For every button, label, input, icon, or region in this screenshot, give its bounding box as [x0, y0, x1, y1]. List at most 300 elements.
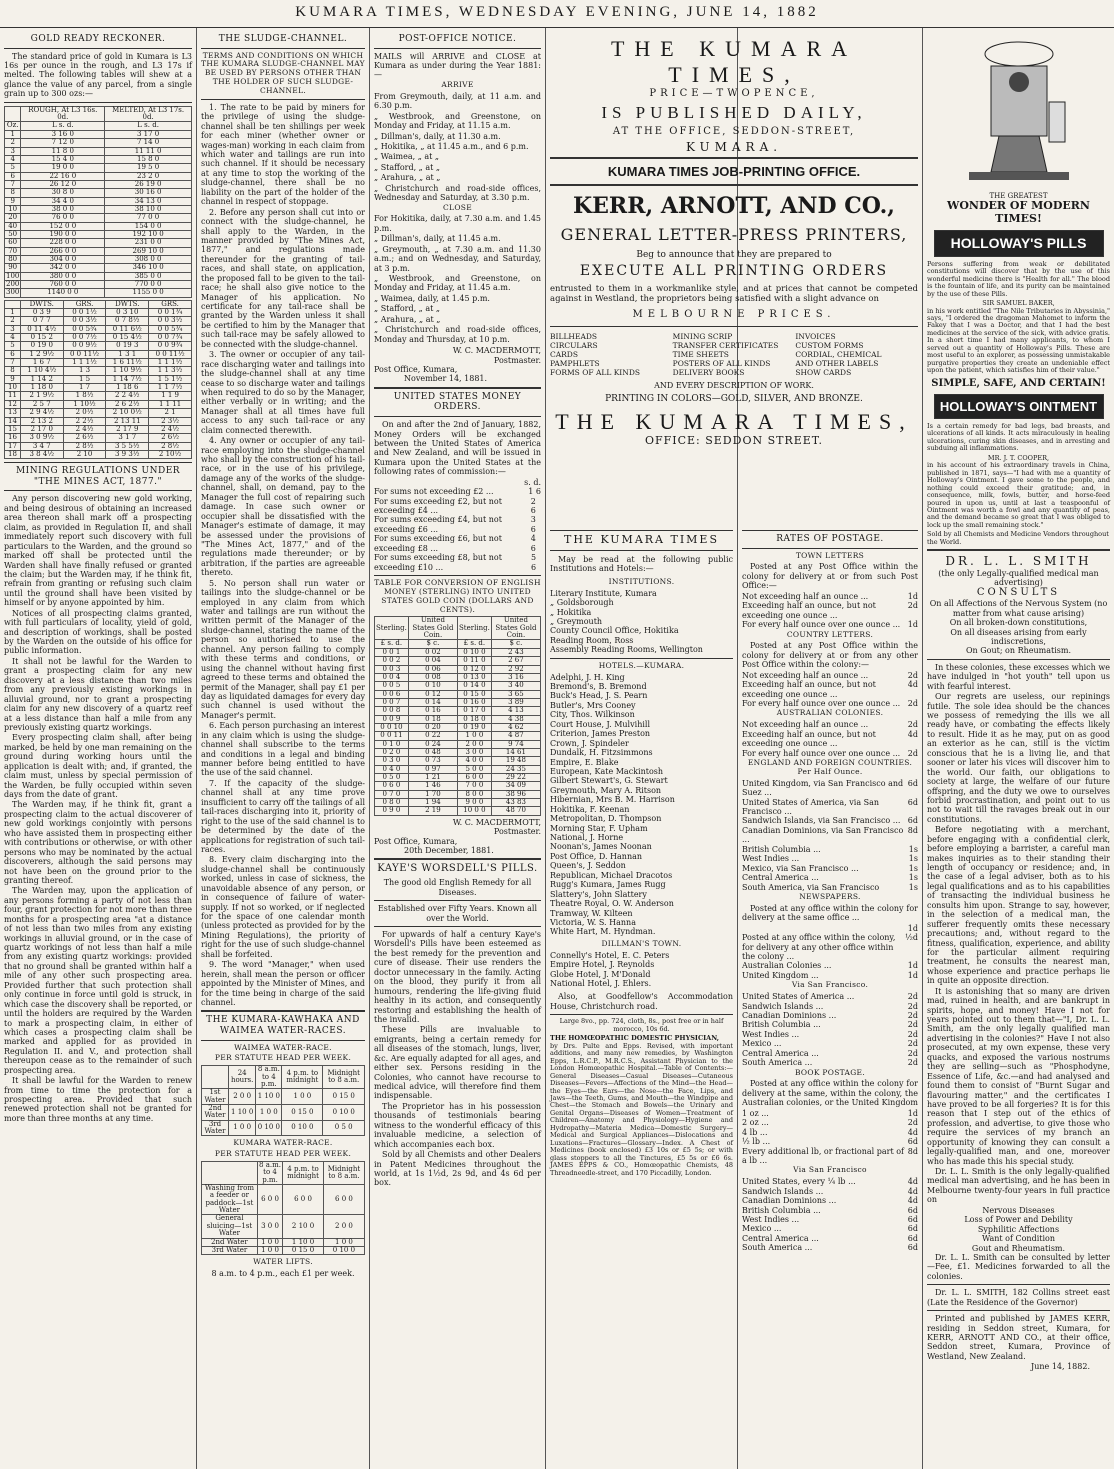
waimea-title: WAIMEA WATER-RACE. — [234, 1042, 332, 1052]
oz-cell: 308 0 0 — [105, 255, 192, 263]
smith-para-1: In these colonies, these excesses which we have indulged in "hot youth" tell upon us with fearful interest. — [927, 662, 1110, 691]
dwt-cell: 0 0 5¾ — [149, 325, 192, 333]
print-item: INVOICES — [795, 331, 836, 341]
oz-row — [5, 205, 192, 213]
oz-cell: 5 — [5, 164, 21, 172]
oz-cell: 90 — [5, 264, 21, 272]
conversion-cell: 0 02 — [408, 648, 457, 656]
dwt-cell: 1 14 7½ — [106, 375, 149, 383]
dwt-cell: 2 4½ — [63, 425, 106, 433]
conversion-cell: 0 22 — [408, 732, 457, 740]
conversion-table — [374, 616, 541, 815]
conversion-cell: £ s. d. — [375, 640, 409, 648]
book-rate-label: 1 oz ... — [742, 1108, 769, 1118]
sf2-rate — [742, 1196, 918, 1205]
smith-para-4: It is astonishing that so many are driven mad, ruined in health, and are bankrupt in spirits, hope, and money! Have I not for years pointed out to them that—"I, Dr. L. L. Smith, am the only legally qualified man advertising in the colonies?" Have I not also prosecuted, at my own expense, these very quacks, and exposed the various nostrums they are selling—such as "Phosphodyne, Essence of Life, &c.—and had analysed and found them to consist of "Burnt Sugar and flavouring matter," and the certificates I have proved to be all forgeries? It is for this reason that I step out of the ethics of profession, and advertise, to give those who require the services of my branch an opportunity of knowing they can consult a legally-qualified man, and one, moreover who has made this his special study. — [927, 986, 1110, 1166]
only-legal: (the only Legally-qualified medical man advertising) — [938, 568, 1099, 587]
conversion-cell: 0 0 8 — [375, 707, 409, 715]
eng-rate — [742, 816, 918, 825]
kumara-race-header-cell — [202, 1162, 258, 1185]
sludge-title: THE SLUDGE-CHANNEL. — [218, 34, 348, 44]
news-rate-label: Posted at any office within the colony, for delivery at any other office within the colony ... — [742, 933, 896, 961]
kumara-race-row — [202, 1246, 365, 1254]
sf2-rate-label: Central America ... — [742, 1233, 819, 1243]
dwt-cell: 2 10 — [63, 450, 106, 458]
news-rate-value: ½d — [905, 933, 918, 943]
dwt-cell: 1 5 — [63, 375, 106, 383]
conversion-cell: 0 16 0 — [458, 698, 492, 706]
reading-rooms-title: THE KUMARA TIMES — [564, 533, 719, 546]
smith-letter: Dr. L. L. Smith can be consulted by letter—Fee, £1. Medicines forwarded to all the colonies. — [927, 1252, 1110, 1281]
dwt-cell: 17 — [5, 442, 21, 450]
conversion-header-cell: Sterling. — [458, 617, 492, 640]
signature-1-title: Postmaster. — [493, 355, 541, 365]
oz-cell: 80 — [5, 255, 21, 263]
dwt-cell: 0 11 6½ — [106, 325, 149, 333]
sludge-paragraph: 7. If the capacity of the sludge-channel shall at any time prove insufficient to carry off the tailings of all tail-races discharging into it, priority of right to the use of the said channel is to be determined by the date of the applications for registration of such tail-races. — [201, 778, 365, 854]
dwt-cell: 10 — [5, 384, 21, 392]
news-rate — [742, 971, 918, 980]
eng-rate — [742, 798, 918, 817]
dwt-cell: 3 0 9½ — [20, 434, 63, 442]
eng-rate-value: 1s — [908, 863, 918, 873]
print-item: TRANSFER CERTIFICATES — [672, 340, 779, 350]
conversion-cell: 0 0 9 — [375, 715, 409, 723]
oz-cell: 190 0 0 — [21, 230, 105, 238]
book-rate-value: 8d — [907, 1146, 918, 1156]
dwt-cell: 3 5 5½ — [106, 442, 149, 450]
oz-row — [5, 155, 192, 163]
conversion-cell: 14 61 — [491, 748, 540, 756]
us-rate-value: 3 6 — [530, 515, 536, 534]
postage-title: RATES OF POSTAGE. — [776, 534, 884, 544]
news-rate — [742, 933, 918, 961]
dwt-cell: 1 1 11 — [149, 400, 192, 408]
print-item: SHOW CARDS — [795, 367, 852, 377]
kumara-race-cell: 0 10 0 — [323, 1246, 364, 1254]
us-rate-label: For sums exceeding £4, but not exceeding £6 ... — [374, 515, 502, 534]
oz-row — [5, 247, 192, 255]
conversion-cell: 1 94 — [408, 799, 457, 807]
dwt-cell: 11 — [5, 392, 21, 400]
oz-cell: 11 11 0 — [105, 147, 192, 155]
oz-cell: 7 14 0 — [105, 139, 192, 147]
hotel: Morning Star, F. Upham — [550, 823, 648, 833]
hotel: Metropolitan, D. Thompson — [550, 814, 662, 824]
conversion-cell: 4 13 — [491, 707, 540, 715]
sf-rate — [742, 1058, 918, 1067]
book-postage-text: Posted at any office within the colony for delivery at the same, within the colony, the Australian colonies, or the United Kingdom — [742, 1079, 918, 1108]
eng-rate-label: Central America ... — [742, 873, 819, 883]
dwt-row — [5, 409, 192, 417]
oz-cell: 3 — [5, 147, 21, 155]
dwt-cell: 16 — [5, 434, 21, 442]
holloway-emblem — [929, 32, 1109, 192]
news-rate — [742, 961, 918, 970]
baker-name: SIR SAMUEL BAKER, — [982, 299, 1055, 308]
eng-rate-value: 6d — [907, 797, 918, 807]
sf2-rate-value: 4d — [907, 1177, 918, 1187]
oz-row — [5, 272, 192, 280]
sludge-paragraph: 3. The owner or occupier of any tail-race discharging water and tailings into the sludge-channel shall at any time cease to so discharge water and tailings when required to do so by the Manager, either verbally or in writing; and the Manager shall at all times have full access to any such tail-race or any claim connected therewith. — [201, 350, 365, 435]
water-lifts-title: WATER LIFTS. — [253, 1257, 313, 1267]
oz-cell: 19 0 0 — [21, 164, 105, 172]
oz-row — [5, 180, 192, 188]
news-rate-value: 1d — [907, 970, 918, 980]
us-rate-value: 4 6 — [530, 534, 536, 553]
book-rate — [742, 1147, 918, 1166]
waimea-row — [202, 1089, 365, 1105]
print-item: TIME SHEETS — [672, 349, 729, 359]
sf2-rate-label: West Indies ... — [742, 1215, 800, 1225]
conversion-cell: 0 0 6 — [375, 690, 409, 698]
book-rate-value: 1d — [907, 1108, 918, 1118]
kumara-race-row — [202, 1215, 365, 1238]
conversion-row — [375, 807, 541, 815]
dwt-cell: 0 3 9 — [20, 309, 63, 317]
conversion-cell: 0 0 11 — [375, 732, 409, 740]
eng-rate — [742, 883, 918, 892]
country-rate — [742, 671, 918, 680]
waimea-cell: 0 5 0 — [323, 1120, 365, 1136]
us-money-orders-title: UNITED STATES MONEY ORDERS. — [393, 391, 522, 413]
conversion-header-cell: Sterling. — [375, 617, 409, 640]
gold-oz-table: ROUGH, At L3 16s. 0d. MELTED, At L3 17s. 0d. Oz. L s. d. L s. d. 1 3 16 0 3 17 0 2 7 12 0 7 14 0 3 11 8 0 11 11 0 4 15 4 0 15 8 0 5 19 0 0 19 5 0 6 22 16 0 23 2 0 7 26 12 0 26 19 0 8 30 8 0 30 16 0 9 34 4 0 34 13 0 10 38 0 0 38 10 0 20 76 0 0 77 0 0 40 152 0 0 154 0 0 50 190 0 0 192 10 0 60 228 0 0 231 0 0 70 266 0 0 269 10 0 80 304 0 0 308 0 0 90 342 0 0 346 10 0 100 380 0 0 385 0 0 200 760 0 0 770 0 0 300 1140 0 0 1155 0 0 — [4, 106, 192, 298]
signature-2: W. C. MACDERMOTT, — [452, 817, 541, 827]
consults-2: On all broken-down constitutions, — [949, 618, 1088, 628]
eng-rate — [742, 854, 918, 863]
conversion-cell: 0 48 — [408, 748, 457, 756]
dillmans-label: DILLMAN'S TOWN. — [601, 938, 682, 948]
country-rate-value: 2d — [907, 698, 918, 708]
reading-intro: May be read at the following public Institutions and Hotels:— — [550, 554, 733, 574]
oz-cell: 11 8 0 — [21, 147, 105, 155]
waimea-header-cell: Midnight to 8 a.m. — [323, 1066, 365, 1089]
hotel: Bremond's, B. Bremond — [550, 682, 647, 692]
us-money-orders-text: On and after the 2nd of January, 1882, Money Orders will be exchanged between the United States of America and New Zealand, and will be issued in Kumara upon the United States at the following rates of commission:— — [374, 420, 541, 477]
waimea-cell: 0 10 0 — [323, 1105, 365, 1121]
conversion-cell: 0 12 0 — [458, 665, 492, 673]
execute-orders: EXECUTE ALL PRINTING ORDERS — [579, 263, 889, 280]
every-description: AND EVERY DESCRIPTION OF WORK. — [654, 380, 814, 390]
waimea-row — [202, 1120, 365, 1136]
eng-rate-label: British Columbia ... — [742, 844, 821, 854]
kaye-paragraph: These Pills are invaluable to emigrants, being a certain remedy for all diseases of the stomach, lungs, liver, &c. Are equally adapted for all ages, and either sex. Persons residing in the Colonies, who cannot have recourse to medical advice, will therefore find them indispensable. — [374, 1025, 541, 1101]
town-rate-label: For every half ounce over one ounce ... — [742, 620, 901, 630]
conversion-cell: 29 22 — [491, 773, 540, 781]
kumara-race-cell: General sluicing—1st Water — [202, 1215, 258, 1238]
sf2-rate — [742, 1215, 918, 1224]
dwt-cell: 0 3 10 — [106, 309, 149, 317]
dwt-cell: 0 0 11½ — [63, 350, 106, 358]
country-rates — [742, 671, 918, 709]
oz-row — [5, 172, 192, 180]
smith-para-5: Dr. L. L. Smith is the only legally-qualified medical man advertising, and he has been in Melbourne twenty-four years in full practice on — [927, 1167, 1110, 1205]
dwt-cell: 1 1 3½ — [149, 367, 192, 375]
eng-rate — [742, 826, 918, 845]
hotel: Adelphi, J. H. King — [550, 672, 625, 682]
news-rate — [742, 924, 918, 933]
oz-cell: 7 — [5, 180, 21, 188]
column-5 — [738, 523, 922, 1469]
dwt-cell: 6 — [5, 350, 21, 358]
place-2: Post Office, Kumara, — [374, 836, 458, 846]
oz-cell: L s. d. — [21, 122, 105, 130]
sf-rate-label: United States of America ... — [742, 992, 855, 1002]
hotel: Gilbert Stewart's, G. Stewart — [550, 776, 668, 786]
eng-rate-value: 1s — [908, 873, 918, 883]
book-rate — [742, 1137, 918, 1146]
oz-cell: 8 — [5, 189, 21, 197]
column-1 — [0, 28, 196, 1469]
book-rate — [742, 1109, 918, 1118]
town-text: Posted at any Post Office within the colony for delivery at or from such Post Office:— — [742, 562, 918, 591]
sf-rate — [742, 1049, 918, 1058]
kumara-race-cell: 1 10 0 — [283, 1238, 324, 1246]
waimea-cell: 0 10 0 — [256, 1120, 282, 1136]
arrive-line: „ Christchurch and road-side offices, Wednesday and Saturday, at 3.30 p.m. — [374, 183, 541, 203]
sf-rate — [742, 992, 918, 1001]
dwt-cell: 0 0 1¾ — [149, 309, 192, 317]
eng-rate-label: Sandwich Islands, via San Francisco ... — [742, 816, 901, 826]
dwt-cell: 2 4½ — [149, 425, 192, 433]
town-rate-value: 1d — [907, 591, 918, 601]
kaye-paragraph: The Proprietor has in his possession thousands of testimonials bearing witness to the wonderful efficacy of this invaluable medicine, a selection of which accompanies each box. — [374, 1101, 541, 1149]
oz-cell: 346 10 0 — [105, 264, 192, 272]
hotel: Empire, E. Blake — [550, 757, 619, 767]
institution: County Council Office, Hokitika — [550, 626, 679, 636]
conversion-cell: 9 0 0 — [458, 799, 492, 807]
waimea-cell: 1 0 0 — [256, 1105, 282, 1121]
sf-rates — [742, 992, 918, 1068]
kumara-race-subtitle: PER STATUTE HEAD PER WEEK. — [214, 1149, 352, 1159]
sludge-paragraph: 9. The word "Manager," when used herein, shall mean the person or officer appointed by the Minister of Mines, and for the time being in charge of the said channel. — [201, 960, 365, 1007]
hotels-list — [550, 673, 733, 937]
kumara-line: KUMARA. — [685, 139, 783, 154]
oz-cell: 3 17 0 — [105, 130, 192, 138]
sf2-rate-value: 6d — [907, 1215, 918, 1225]
us-rate-value: 2 6 — [530, 496, 536, 516]
dwt-cell: 1 6 11½ — [106, 359, 149, 367]
sf-rate — [742, 1002, 918, 1011]
country-rate — [742, 680, 918, 699]
also-text: Also, at Goodfellow's Accommodation House, Christchurch road. — [550, 992, 733, 1011]
sf2-rate-value: 6d — [907, 1224, 918, 1234]
arrive-line: „ Waimea, „ at „ — [374, 152, 440, 162]
oz-cell: 770 0 0 — [105, 281, 192, 289]
dwt-cell: 18 — [5, 450, 21, 458]
oz-row — [5, 230, 192, 238]
kaye-paragraph: For upwards of half a century Kaye's Worsdell's Pills have been esteemed as the best remedy for the prevention and cure of disease. Their use renders the doctor unnecessary in the family. Acting on the blood, they purify it from all humours, rendering the life-giving fluid healthy in its action, and consequently restoring and establishing the health of the invalid. — [374, 930, 541, 1024]
eng-rate-label: South America, via San Francisco — [742, 882, 880, 892]
news-text: Posted at any office within the colony for delivery at the same office ... — [742, 903, 918, 923]
mining-title: MINING REGULATIONS UNDER "THE MINES ACT, 1877." — [15, 466, 181, 487]
conversion-cell: 4 87 — [491, 732, 540, 740]
news-rate-value: 1d — [907, 923, 918, 933]
dwt-cell: 2 2 4½ — [106, 392, 149, 400]
conversion-cell: 0 15 0 — [458, 690, 492, 698]
print-item: FORMS OF ALL KINDS — [550, 367, 640, 377]
waimea-header-cell: 24 hours. — [228, 1066, 255, 1089]
conversion-cell: 3 89 — [491, 698, 540, 706]
sf-rate-value: 2d — [907, 1001, 918, 1011]
kumara-race-cell: 0 15 0 — [283, 1246, 324, 1254]
oz-cell: 50 — [5, 230, 21, 238]
conversion-cell: 0 0 10 — [375, 723, 409, 731]
conversion-cell: 0 12 — [408, 690, 457, 698]
sold-by: Sold by all Chemists and Medicine Vendors throughout the World. — [927, 530, 1109, 546]
conversion-cell: 2 67 — [491, 657, 540, 665]
signature-1: W. C. MACDERMOTT, — [452, 346, 541, 356]
mining-paragraph: It shall be lawful for the Warden to renew from time to time the protection for a prospecting area. Provided that such renewed protection shall not be granted for more than three months at any time. — [4, 1076, 192, 1123]
conversion-cell: 0 73 — [408, 757, 457, 765]
sf2-rate-label: Canadian Dominions ... — [742, 1196, 837, 1206]
sf-rate-value: 2d — [907, 1039, 918, 1049]
oz-cell: 10 — [5, 205, 21, 213]
dwt-cell: 2 6½ — [63, 434, 106, 442]
conversion-cell: 0 17 0 — [458, 707, 492, 715]
oz-cell: 22 16 0 — [21, 172, 105, 180]
england-rates — [742, 779, 918, 892]
dwt-cell: 1 2 9½ — [20, 350, 63, 358]
oz-cell: 304 0 0 — [21, 255, 105, 263]
sf-rate-label: British Columbia ... — [742, 1020, 821, 1030]
cooper-quote: in his account of his extraordinary travels in China, published in 1871, says—"I had with me a quantity of Holloway's Ointment. I gave some to the people, and nothing could exceed their gratitude; and, in consequence, milk, fowls, butter, and horse-feed poured in upon us, until at last a teaspoonful of Ointment was worth a fowl and any quantity of peas, and the demand became so great that I was obliged to lock up the small remaining stock." — [927, 461, 1110, 529]
conversion-cell: 0 0 4 — [375, 673, 409, 681]
dwt-cell: 0 19 3 — [106, 342, 149, 350]
conversion-cell: £ s. d. — [458, 640, 492, 648]
oz-cell: 152 0 0 — [21, 222, 105, 230]
conversion-cell: 3 40 — [491, 682, 540, 690]
news-rate-label: United Kingdom ... — [742, 970, 819, 980]
conversion-row — [375, 707, 541, 715]
imprint-date: June 14, 1882. — [1031, 1362, 1090, 1372]
kumara-race-cell: Washing from a feeder or paddock—1st Water — [202, 1185, 258, 1215]
oz-cell: 26 19 0 — [105, 180, 192, 188]
kumara-race-cell: 3 0 0 — [257, 1215, 282, 1238]
dwt-cell: 2 9 4½ — [20, 409, 63, 417]
hotel: Tramway, W. Kilteen — [550, 908, 633, 918]
arrive-line: „ Arahura, „ at „ — [374, 173, 441, 183]
close-line: „ Greymouth, „ at 7.30 a.m. and 11.30 a.m.; and on Wednesday, and Saturday, at 3 p.m. — [374, 244, 541, 273]
mining-paragraph: Notices of all prospecting claims granted, with full particulars of locality, yield of gold, and description of workings, shall be posted by the Warden on the outside of his office for public information. — [4, 608, 192, 656]
kumara-race-cell: 6 0 0 — [257, 1185, 282, 1215]
printing-colors: PRINTING IN COLORS—GOLD, SILVER, AND BRONZE. — [605, 394, 863, 405]
conversion-header — [375, 617, 541, 640]
aus-rate-value: 2d — [907, 720, 918, 730]
sludge-paragraphs — [201, 103, 365, 1008]
us-rate-label: For sums exceeding £2, but not exceeding £4 ... — [374, 496, 502, 516]
dwt-cell: 8 — [5, 367, 21, 375]
sludge-paragraph: 6. Each person purchasing an interest in any claim which is using the sludge-channel shall subscribe to the terms and conditions in a legal and binding manner before being entitled to have the use of the said channel. — [201, 721, 365, 778]
oz-row — [5, 289, 192, 297]
us-rate — [374, 487, 541, 496]
oz-cell: 26 12 0 — [21, 180, 105, 188]
conversion-header-cell: United States Gold Coin. — [408, 617, 457, 640]
dwt-cell: 5 — [5, 342, 21, 350]
cooper-name: MR. J. T. COOPER, — [987, 453, 1050, 462]
oz-cell: Oz. — [5, 122, 21, 130]
conversion-cell: 0 7 0 — [375, 790, 409, 798]
consults-4: On Gout; on Rheumatism. — [965, 646, 1071, 656]
hotel: Noonan's, James Noonan — [550, 842, 652, 852]
sf-rate — [742, 1011, 918, 1020]
oz-cell: 266 0 0 — [21, 247, 105, 255]
melbourne-prices: MELBOURNE PRICES. — [632, 309, 836, 321]
dwt-cell: 1 14 2 — [20, 375, 63, 383]
oz-cell: 154 0 0 — [105, 222, 192, 230]
kumara-race-header-cell: 4 p.m. to midnight — [283, 1162, 324, 1185]
conversion-cell: 7 0 0 — [458, 782, 492, 790]
mining-paragraph: The Warden may, if he think fit, grant a prospecting claim to the actual discoverer of new gold workings conjointly with persons who have assisted them in prospecting either with contributions or otherwise, or with other persons who may be nominated by the actual discoverers, although the said persons may not have been on the ground prior to the granting thereof. — [4, 800, 192, 885]
dwt-cell: 0 0 7½ — [63, 334, 106, 342]
dwt-cell: 2 0½ — [63, 409, 106, 417]
dillmans-list — [550, 951, 733, 989]
us-rate-value: 1 6 — [528, 487, 541, 497]
oz-cell: 15 8 0 — [105, 155, 192, 163]
dwt-cell: 3 9 3½ — [106, 450, 149, 458]
via-sf2-label: Via San Francisco — [793, 1165, 867, 1175]
water-races-title: THE KUMARA-KAWHAKA AND WAIMEA WATER-RACES. — [206, 1015, 360, 1036]
institution: Literary Institute, Kumara — [550, 588, 657, 598]
oz-cell: 100 — [6, 271, 20, 280]
hotel: Slattery's, John Slattery — [550, 889, 647, 899]
eng-rate-value: 6d — [907, 816, 918, 826]
entrusted-text: entrusted to them in a workmanlike style, and at prices that cannot be competed against in Westland, the proprietors being satisfied with a slight advance on — [550, 283, 918, 304]
imprint: Printed and published by JAMES KERR, residing in Seddon street, Kumara, for KERR, ARNOTT AND CO., at their office, Seddon street, Kumara, Province of Westland, New Zealand. — [927, 1314, 1110, 1361]
conversion-cell: 4 62 — [491, 723, 540, 731]
dwt-cell: 1 1 1½ — [149, 359, 192, 367]
oz-row — [5, 239, 192, 247]
dwt-cell: 0 19 0 — [20, 342, 63, 350]
dwt-cell: 2 1 9½ — [20, 392, 63, 400]
book-rates — [742, 1109, 918, 1166]
waimea-cell: 1 10 0 — [228, 1105, 255, 1121]
book-text: by Drs. Pulte and Epps. Revised, with important additions, and many new remedies, by Washington Epps, L.R.C.P., M.R.C.S., Assistant Physician to the London Homœopathic Hospital.—Table of Contents:—General Diseases—Casual Diseases—Cutaneous Diseases—Fevers—Affections of the Mind—the Head—the Eyes—the Ears—the Nose—the Face, Lips, and Jaws—the Teeth, Gums, and Mouth—the Windpipe and Chest—the Stomach and Bowels—the Urinary and Genital Organs—Diseases of Women—Treatment of Children—Anatomy and Physiology—Hygiene and Hydropathy—Materia Medica—Domestic Surgery—Medical and Surgical Appliances—Dislocations and Luxations—Fractures—Glossary—Index. A Chest of Medicines (book enclosed) £3 10s or £5 5s; or with glass stoppers to all the Tinctures, £5 5s or £6 6s. JAMES EPPS & CO., Homœopathic Chemists, 48 Threadneedle-street, and 170 Piccadilly, London. — [550, 1041, 733, 1177]
waimea-header-cell: 4 p.m. to midnight — [282, 1066, 323, 1089]
sf2-rate-value: 4d — [907, 1196, 918, 1206]
post-office-title: POST-OFFICE NOTICE. — [398, 34, 517, 44]
column-4a — [546, 523, 737, 1469]
dwt-cell: 2 1 — [149, 409, 192, 417]
sf-rate-label: Sandwich Islands ... — [742, 1001, 824, 1011]
oz-cell: 1 — [5, 130, 21, 138]
arrive-line: „ Dillman's, daily, at 11.30 a.m. — [374, 131, 501, 141]
oz-cell: 23 2 0 — [105, 172, 192, 180]
institution: „ Hokitika — [550, 607, 592, 617]
dwt-cell: 1 3 1 — [106, 350, 149, 358]
conversion-cell: 0 0 2 — [375, 657, 409, 665]
waimea-row — [202, 1105, 365, 1121]
book-rate-value: 2d — [907, 1118, 918, 1128]
kerr-arnott-title: KERR, ARNOTT, AND CO., — [573, 193, 895, 220]
ointment-text: Is a certain remedy for bad legs, bad breasts, and ulcerations of all kinds. It acts miraculously in healing ulcerations, curing skin diseases, and in arresting and subduing all inflammations. — [927, 421, 1110, 453]
conversion-cell: $ c. — [491, 640, 540, 648]
dwt-cell: 1 1 9 — [149, 392, 192, 400]
print-item: POSTERS OF ALL KINDS — [672, 358, 771, 368]
via-sf-label: Via San Francisco. — [791, 980, 869, 990]
oz-cell: 4 — [5, 155, 21, 163]
dillman-hotel: Connelly's Hotel, E. C. Peters — [550, 950, 670, 960]
print-item: PAMPHLETS — [550, 358, 600, 368]
consults-1: On all Affections of the Nervous System (no matter from what cause arising) — [929, 599, 1108, 618]
kaye-text — [374, 930, 541, 1188]
print-items — [550, 332, 918, 377]
news-rates — [742, 924, 918, 981]
close-line: „ Christchurch and road-side offices, Monday and Thursday, at 10 p.m. — [374, 325, 541, 344]
conversion-cell: 34 09 — [491, 782, 540, 790]
conversion-cell: 3 65 — [491, 690, 540, 698]
